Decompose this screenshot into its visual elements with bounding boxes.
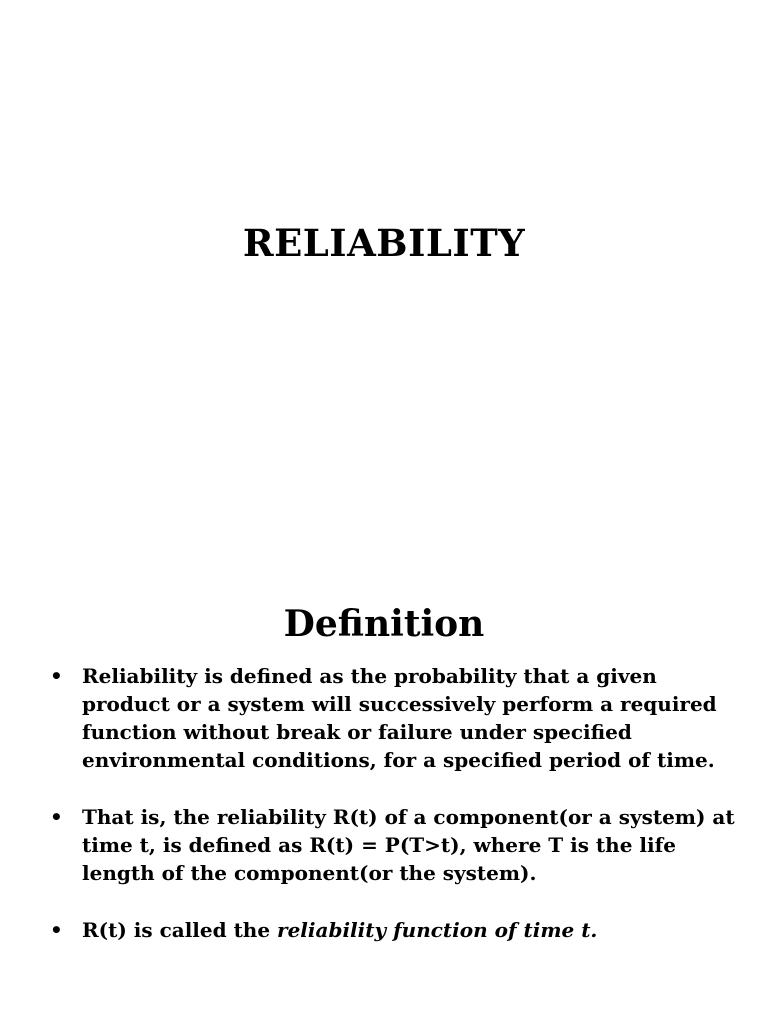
bullet-text: That is, the reliability R(t) of a component(or a system) at time t, is defined as R(t) = P(T>t), where T is the life length of the component(or the system). (82, 805, 735, 885)
bullet-text-emphasis: reliability function of time t. (277, 918, 598, 942)
page-title: RELIABILITY (242, 221, 526, 265)
bullet-marker: • (50, 805, 63, 829)
section-heading-definition: Definition (283, 603, 485, 645)
bullet-item-definition (48, 662, 738, 774)
bullet-text: Reliability is defined as the probability that a given product or a system will successively perform a required function without break or failure under specified environmental conditions, for a specified period of time. (82, 664, 717, 772)
bullet-marker: • (50, 918, 63, 942)
bullet-item-reliability-function (48, 916, 738, 944)
bullet-text-prefix: R(t) is called the (82, 918, 278, 942)
bullet-marker: • (50, 664, 63, 688)
bullet-item-formula (48, 803, 738, 887)
definition-bullet-list (48, 662, 738, 944)
